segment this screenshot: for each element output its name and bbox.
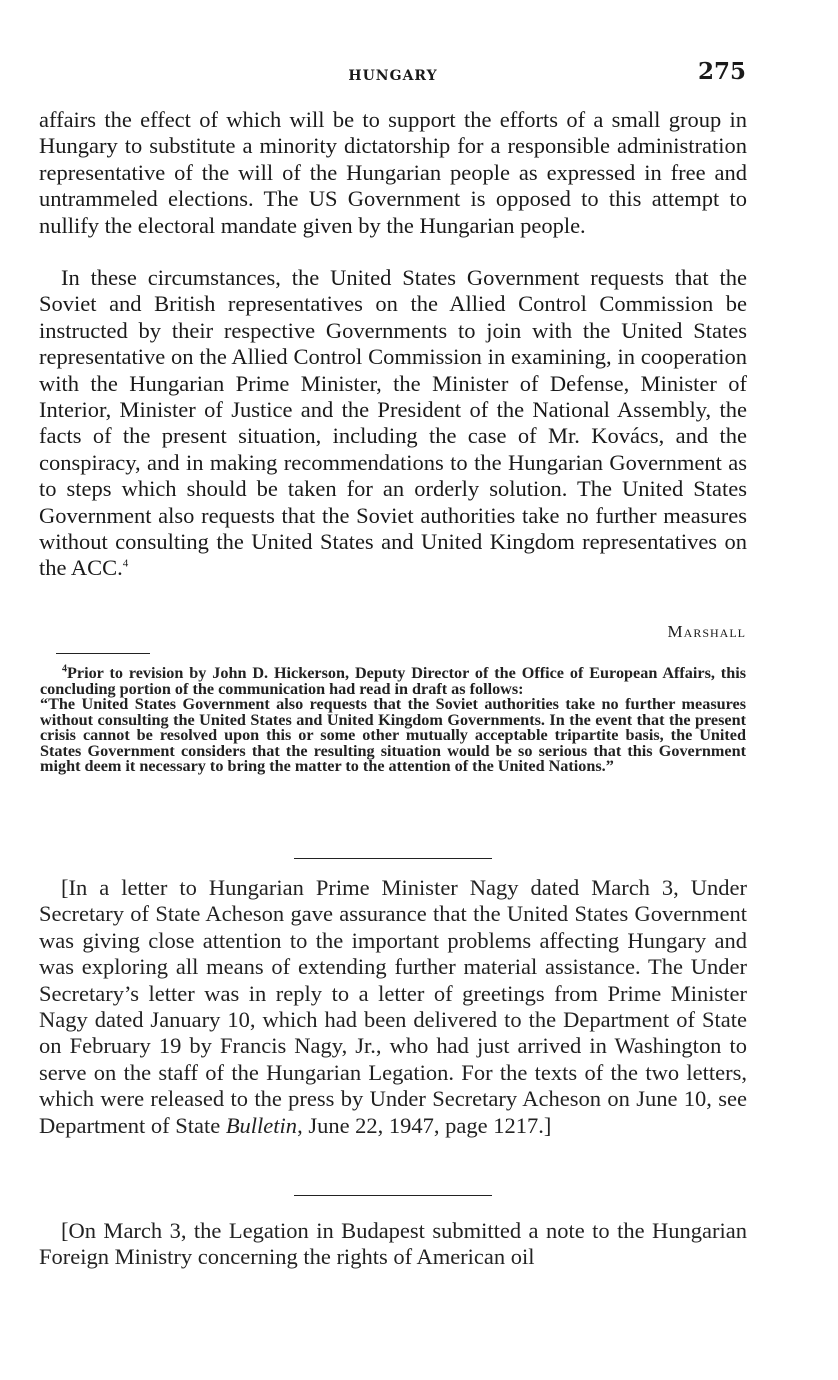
editorial-note-1 — [39, 875, 747, 1139]
section-divider-1 — [294, 858, 492, 859]
footnote-reference: 4 — [122, 557, 129, 570]
body-paragraph-2-text: In these circumstances, the United States Government requests that the Soviet and British representatives on the Allied Control Commission be instructed by their respective Governments to join with the United States representative on the Allied Control Commission in examining, in cooperation with the Hungarian Prime Minister, the Minister of Defense, Minister of Interior, Minister of Justice and the President of the National Assembly, the facts of the present situation, including the case of Mr. Kovács, and the conspiracy, and in making recommendations to the Hungarian Government as to steps which should be taken for an orderly solution. The United States Government also requests that the Soviet authorities take no further measures without consulting the United States and United Kingdom representatives on the ACC. — [39, 265, 747, 581]
bulletin-title: Bulletin — [225, 1112, 298, 1138]
body-paragraph-1: affairs the effect of which will be to support the efforts of a small group in Hungary to substitute a minority dictatorship for a responsible administration representative of the will of the Hungarian people as expressed in free and untrammeled elections. The US Government is opposed to this attempt to nullify the electoral mandate given by the Hungarian people. — [39, 107, 747, 238]
signature: Marshall — [667, 622, 746, 641]
section-divider-2 — [294, 1195, 492, 1196]
footnote-divider — [56, 653, 150, 654]
editorial-note-1-end: , June 22, 1947, page 1217.] — [297, 1112, 552, 1138]
footnote-intro-text: Prior to revision by John D. Hickerson, Deputy Director of the Office of European Affairs, this concluding portion of the communication had read in draft as follows: — [40, 664, 746, 698]
running-head: HUNGARY — [348, 68, 438, 84]
page-header — [38, 58, 748, 94]
body-paragraph-2 — [39, 265, 747, 582]
footnote — [40, 663, 746, 775]
editorial-note-2: [On March 3, the Legation in Budapest submitted a note to the Hungarian Foreign Ministry concerning the rights of American oil — [39, 1218, 747, 1270]
footnote-marker: 4 — [62, 663, 67, 675]
editorial-note-1-text: [In a letter to Hungarian Prime Minister Nagy dated March 3, Under Secretary of State Acheson gave assurance that the United States Government was giving close attention to the important problems affecting Hungary and was exploring all means of extending further material assistance. The Under Secretary’s letter was in reply to a letter of greetings from Prime Minister Nagy dated January 10, which had been delivered to the Department of State on February 19 by Francis Nagy, Jr., who had just arrived in Washington to serve on the staff of the Hungarian Legation. For the texts of the two letters, which were released to the press by Under Secretary Acheson on June 10, see Department of State — [39, 875, 747, 1138]
footnote-intro — [40, 663, 746, 698]
footnote-quote: “The United States Government also requests that the Soviet authorities take no further measures without consulting the United States and United Kingdom Governments. In the event that the present crisis cannot be resolved upon this or some other mutually acceptable tripartite basis, the United States Government considers that the resulting situation would be so serious that this Government might deem it necessary to bring the matter to the attention of the United Nations.” — [40, 695, 746, 775]
page-number: 275 — [697, 58, 746, 85]
